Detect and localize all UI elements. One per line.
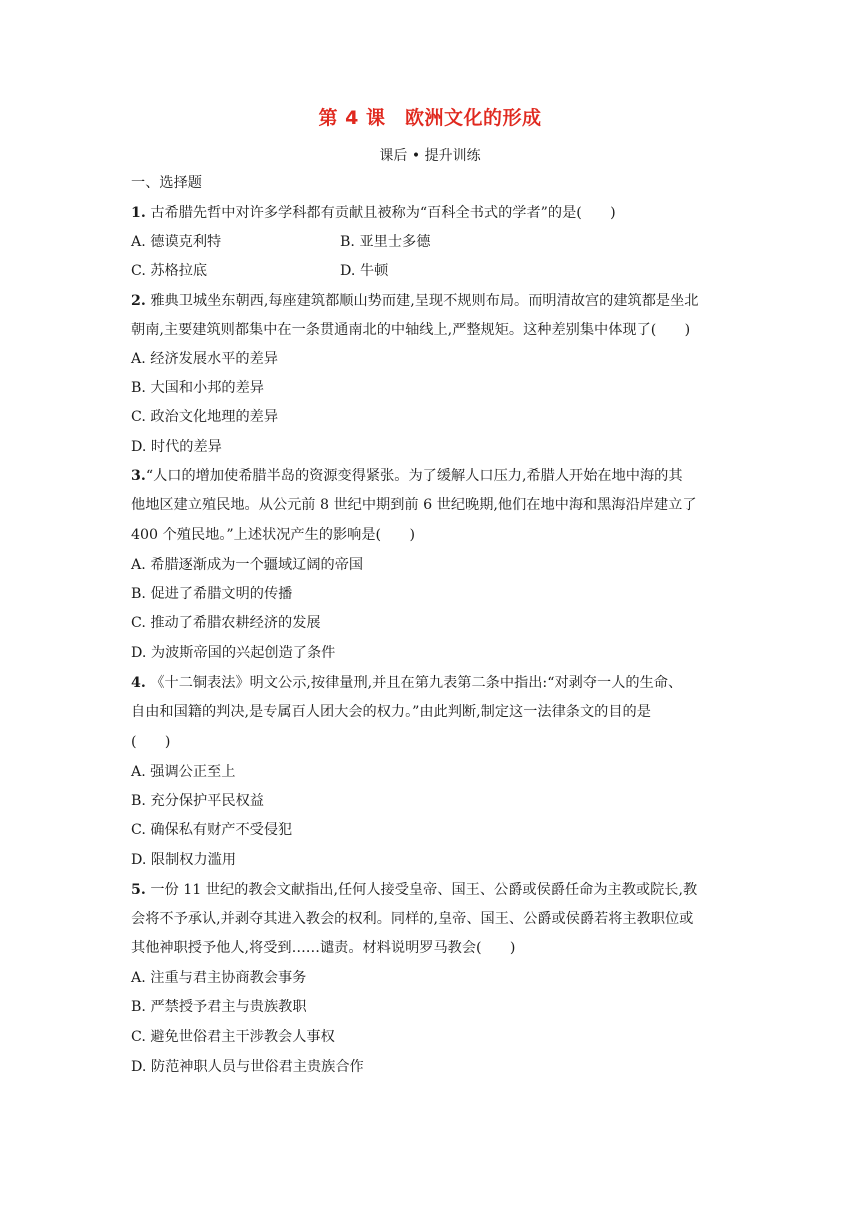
question-4-line-3: ( ) bbox=[131, 734, 171, 750]
question-5-number: 5. bbox=[131, 882, 146, 898]
question-4-line-1 bbox=[131, 673, 682, 693]
question-1-option-c: C. 苏格拉底 bbox=[131, 263, 208, 279]
question-3-option-c: C. 推动了希腊农耕经济的发展 bbox=[131, 615, 321, 631]
question-1-option-b: B. 亚里士多德 bbox=[340, 234, 431, 250]
question-5-text-1: 一份 11 世纪的教会文献指出,任何人接受皇帝、国王、公爵或侯爵任命为主教或院长,教 bbox=[150, 882, 698, 898]
question-3-line-1 bbox=[131, 466, 683, 486]
question-5-option-d: D. 防范神职人员与世俗君主贵族合作 bbox=[131, 1059, 364, 1075]
question-1-text: 古希腊先哲中对许多学科都有贡献且被称为“百科全书式的学者”的是( ) bbox=[150, 205, 616, 221]
question-2-text-1: 雅典卫城坐东朝西,每座建筑都顺山势而建,呈现不规则布局。而明清故宫的建筑都是坐北 bbox=[150, 293, 699, 309]
question-2-option-a: A. 经济发展水平的差异 bbox=[131, 351, 278, 367]
question-4-option-b: B. 充分保护平民权益 bbox=[131, 793, 264, 809]
question-4-option-d: D. 限制权力滥用 bbox=[131, 852, 237, 868]
section-heading: 一、选择题 bbox=[131, 175, 202, 191]
question-3-line-2: 他地区建立殖民地。从公元前 8 世纪中期到前 6 世纪晚期,他们在地中海和黑海沿岸建立了 bbox=[131, 497, 697, 513]
question-4-option-c: C. 确保私有财产不受侵犯 bbox=[131, 822, 293, 838]
question-5-line-2: 会将不予承认,并剥夺其进入教会的权利。同样的,皇帝、国王、公爵或侯爵若将主教职位或 bbox=[131, 911, 694, 927]
question-2-option-b: B. 大国和小邦的差异 bbox=[131, 380, 264, 396]
question-3-text-1: “人口的增加使希腊半岛的资源变得紧张。为了缓解人口压力,希腊人开始在地中海的其 bbox=[145, 468, 683, 484]
question-1-line-1 bbox=[131, 203, 616, 223]
question-2-option-d: D. 时代的差异 bbox=[131, 439, 222, 455]
question-5-line-1 bbox=[131, 880, 697, 900]
question-5-option-b: B. 严禁授予君主与贵族教职 bbox=[131, 999, 307, 1015]
question-4-line-2: 自由和国籍的判决,是专属百人团大会的权力。”由此判断,制定这一法律条文的目的是 bbox=[131, 704, 651, 720]
question-1-option-a: A. 德谟克利特 bbox=[131, 234, 222, 250]
question-3-option-d: D. 为波斯帝国的兴起创造了条件 bbox=[131, 645, 336, 661]
question-3-line-3: 400 个殖民地。”上述状况产生的影响是( ) bbox=[131, 527, 416, 543]
question-5-option-c: C. 避免世俗君主干涉教会人事权 bbox=[131, 1029, 335, 1045]
question-2-line-2: 朝南,主要建筑则都集中在一条贯通南北的中轴线上,严整规矩。这种差别集中体现了( ) bbox=[131, 322, 691, 338]
question-4-text-1: 《十二铜表法》明文公示,按律量刑,并且在第九表第二条中指出:“对剥夺一人的生命、 bbox=[150, 675, 683, 691]
question-5-line-3: 其他神职授予他人,将受到……谴责。材料说明罗马教会( ) bbox=[131, 940, 516, 956]
lesson-title: 第 4 课 欧洲文化的形成 bbox=[318, 107, 542, 129]
question-4-number: 4. bbox=[131, 675, 146, 691]
question-3-number: 3. bbox=[131, 468, 146, 484]
question-1-number: 1. bbox=[131, 205, 146, 221]
lesson-subtitle: 课后 • 提升训练 bbox=[379, 148, 481, 164]
question-1-option-d: D. 牛顿 bbox=[340, 263, 389, 279]
question-3-option-b: B. 促进了希腊文明的传播 bbox=[131, 586, 293, 602]
question-2-option-c: C. 政治文化地理的差异 bbox=[131, 409, 279, 425]
question-5-option-a: A. 注重与君主协商教会事务 bbox=[131, 970, 307, 986]
question-3-option-a: A. 希腊逐渐成为一个疆域辽阔的帝国 bbox=[131, 557, 364, 573]
question-4-option-a: A. 强调公正至上 bbox=[131, 764, 236, 780]
question-2-number: 2. bbox=[131, 293, 146, 309]
question-2-line-1 bbox=[131, 291, 698, 311]
